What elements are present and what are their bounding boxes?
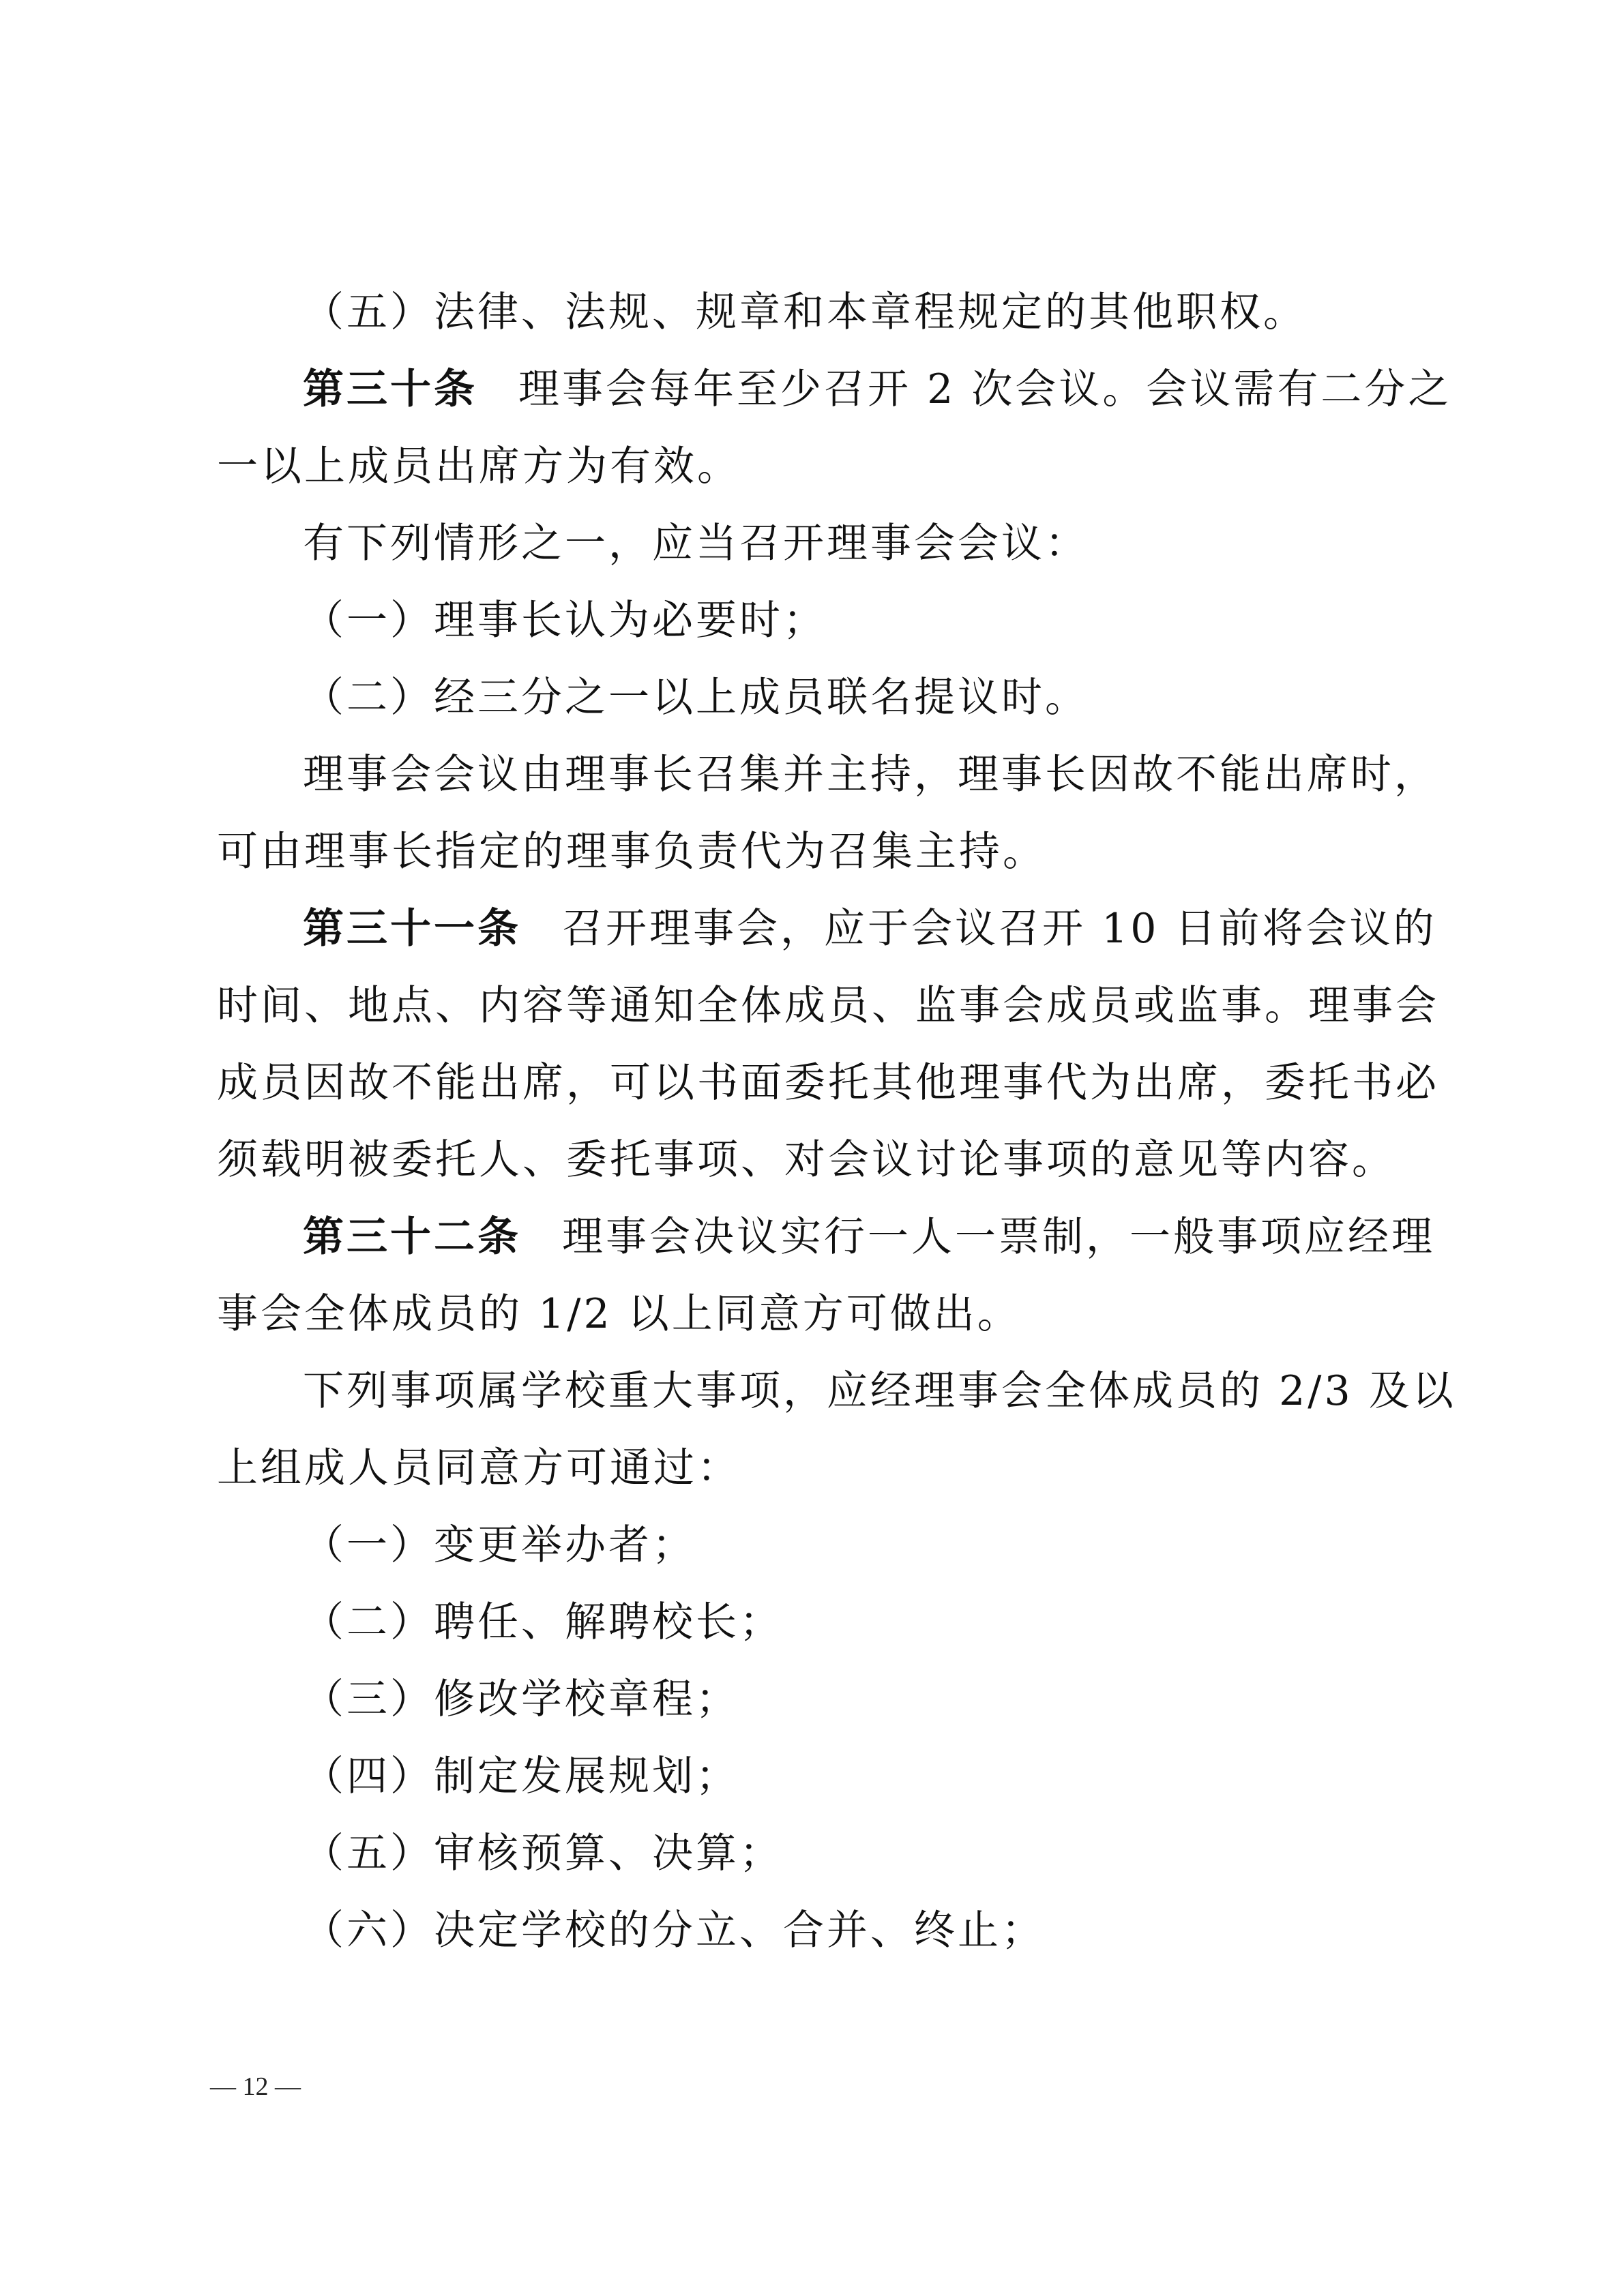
list-item <box>217 1584 1431 1661</box>
article-heading: 第三十一条 <box>303 905 521 953</box>
list-item <box>217 1738 1431 1815</box>
list-item <box>217 1892 1431 1969</box>
document-body <box>217 274 1456 1969</box>
text-line <box>217 814 1431 891</box>
line-text: 理事会会议由理事长召集并主持，理事长因故不能出席时， <box>303 751 1438 799</box>
line-text: 成员因故不能出席，可以书面委托其他理事代为出席，委托书必 <box>217 1059 1439 1107</box>
line-text: （六）决定学校的分立、合并、终止； <box>303 1907 1045 1954</box>
line-text: 有下列情形之一，应当召开理事会会议： <box>303 520 1089 567</box>
text-line <box>217 1430 1431 1507</box>
list-item <box>217 1507 1431 1584</box>
text-line <box>217 1276 1431 1353</box>
text-line <box>217 659 1431 736</box>
line-text: 时间、地点、内容等通知全体成员、监事会成员或监事。理事会 <box>217 982 1439 1030</box>
text-line <box>217 505 1431 582</box>
text-line <box>217 1045 1439 1122</box>
line-text: （一）变更举办者； <box>303 1521 696 1569</box>
line-text: （二）聘任、解聘校长； <box>303 1598 783 1646</box>
text-line <box>217 736 1438 814</box>
line-text: 理事会决议实行一人一票制，一般事项应经理 <box>562 1213 1435 1261</box>
text-line <box>217 1122 1431 1199</box>
line-text: 可由理事长指定的理事负责代为召集主持。 <box>217 828 1046 876</box>
line-text: （二）经三分之一以上成员联名提议时。 <box>303 674 1089 721</box>
text-line <box>217 582 1431 659</box>
line-text: 事会全体成员的 1/2 以上同意方可做出。 <box>217 1290 1021 1338</box>
line-text: 召开理事会，应于会议召开 10 日前将会议的 <box>562 905 1437 953</box>
page-number: — 12 — <box>210 2072 301 2101</box>
list-item <box>217 1661 1431 1738</box>
line-text: （一）理事长认为必要时； <box>303 597 827 644</box>
text-line <box>217 1353 1456 1430</box>
line-text: 下列事项属学校重大事项，应经理事会全体成员的 2/3 及以 <box>303 1367 1456 1415</box>
text-line <box>217 274 1431 351</box>
line-text: （五）审核预算、决算； <box>303 1830 783 1877</box>
article-heading: 第三十条 <box>303 366 477 413</box>
text-line <box>217 1199 1435 1276</box>
line-text: 须载明被委托人、委托事项、对会议讨论事项的意见等内容。 <box>217 1136 1396 1184</box>
line-text: （三）修改学校章程； <box>303 1675 739 1723</box>
line-text: 一以上成员出席方为有效。 <box>217 443 741 490</box>
text-line <box>217 968 1439 1045</box>
line-text: （四）制定发展规划； <box>303 1753 739 1800</box>
line-text: （五）法律、法规、规章和本章程规定的其他职权。 <box>303 288 1307 336</box>
line-text: 上组成人员同意方可通过： <box>217 1444 741 1492</box>
text-line <box>217 351 1452 428</box>
text-line <box>217 428 1431 505</box>
text-line <box>217 891 1437 968</box>
line-text: 理事会每年至少召开 2 次会议。会议需有二分之 <box>518 366 1452 413</box>
list-item <box>217 1815 1431 1892</box>
article-heading: 第三十二条 <box>303 1213 521 1261</box>
